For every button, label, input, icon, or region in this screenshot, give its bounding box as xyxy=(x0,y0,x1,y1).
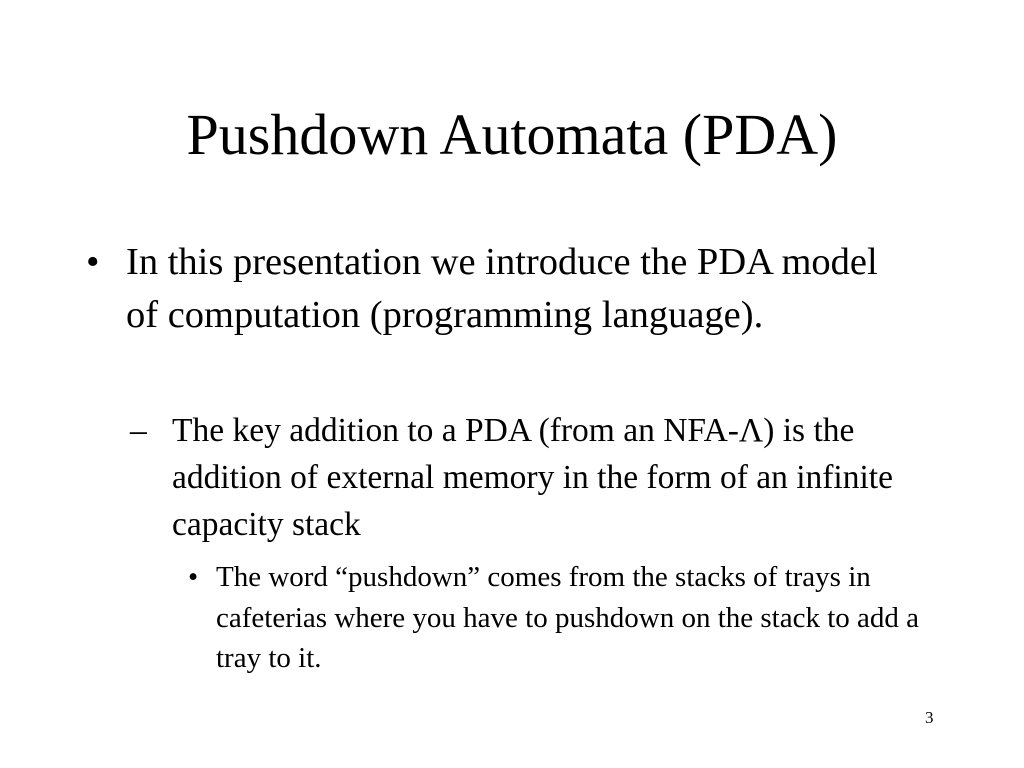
bullet-text: The word “pushdown” comes from the stacks of trays in cafeterias where you have to pushdown on the stack to add a tray to it. xyxy=(216,561,920,674)
slide-title: Pushdown Automata (PDA) xyxy=(186,102,838,167)
bullet-text: The key addition to a PDA (from an NFA-Λ) is the addition of external memory in the form of an infinite capacity stack xyxy=(172,412,893,543)
page-number: 3 xyxy=(925,708,934,727)
bullet-marker: • xyxy=(86,241,100,283)
bullet-marker: • xyxy=(188,561,199,593)
bullet-level-1 xyxy=(86,236,916,342)
bullet-level-3 xyxy=(188,557,948,679)
bullet-level-2 xyxy=(130,407,950,548)
bullet-text: In this presentation we introduce the PDA model of computation (programming language). xyxy=(126,241,878,336)
dash-marker: – xyxy=(130,412,147,449)
